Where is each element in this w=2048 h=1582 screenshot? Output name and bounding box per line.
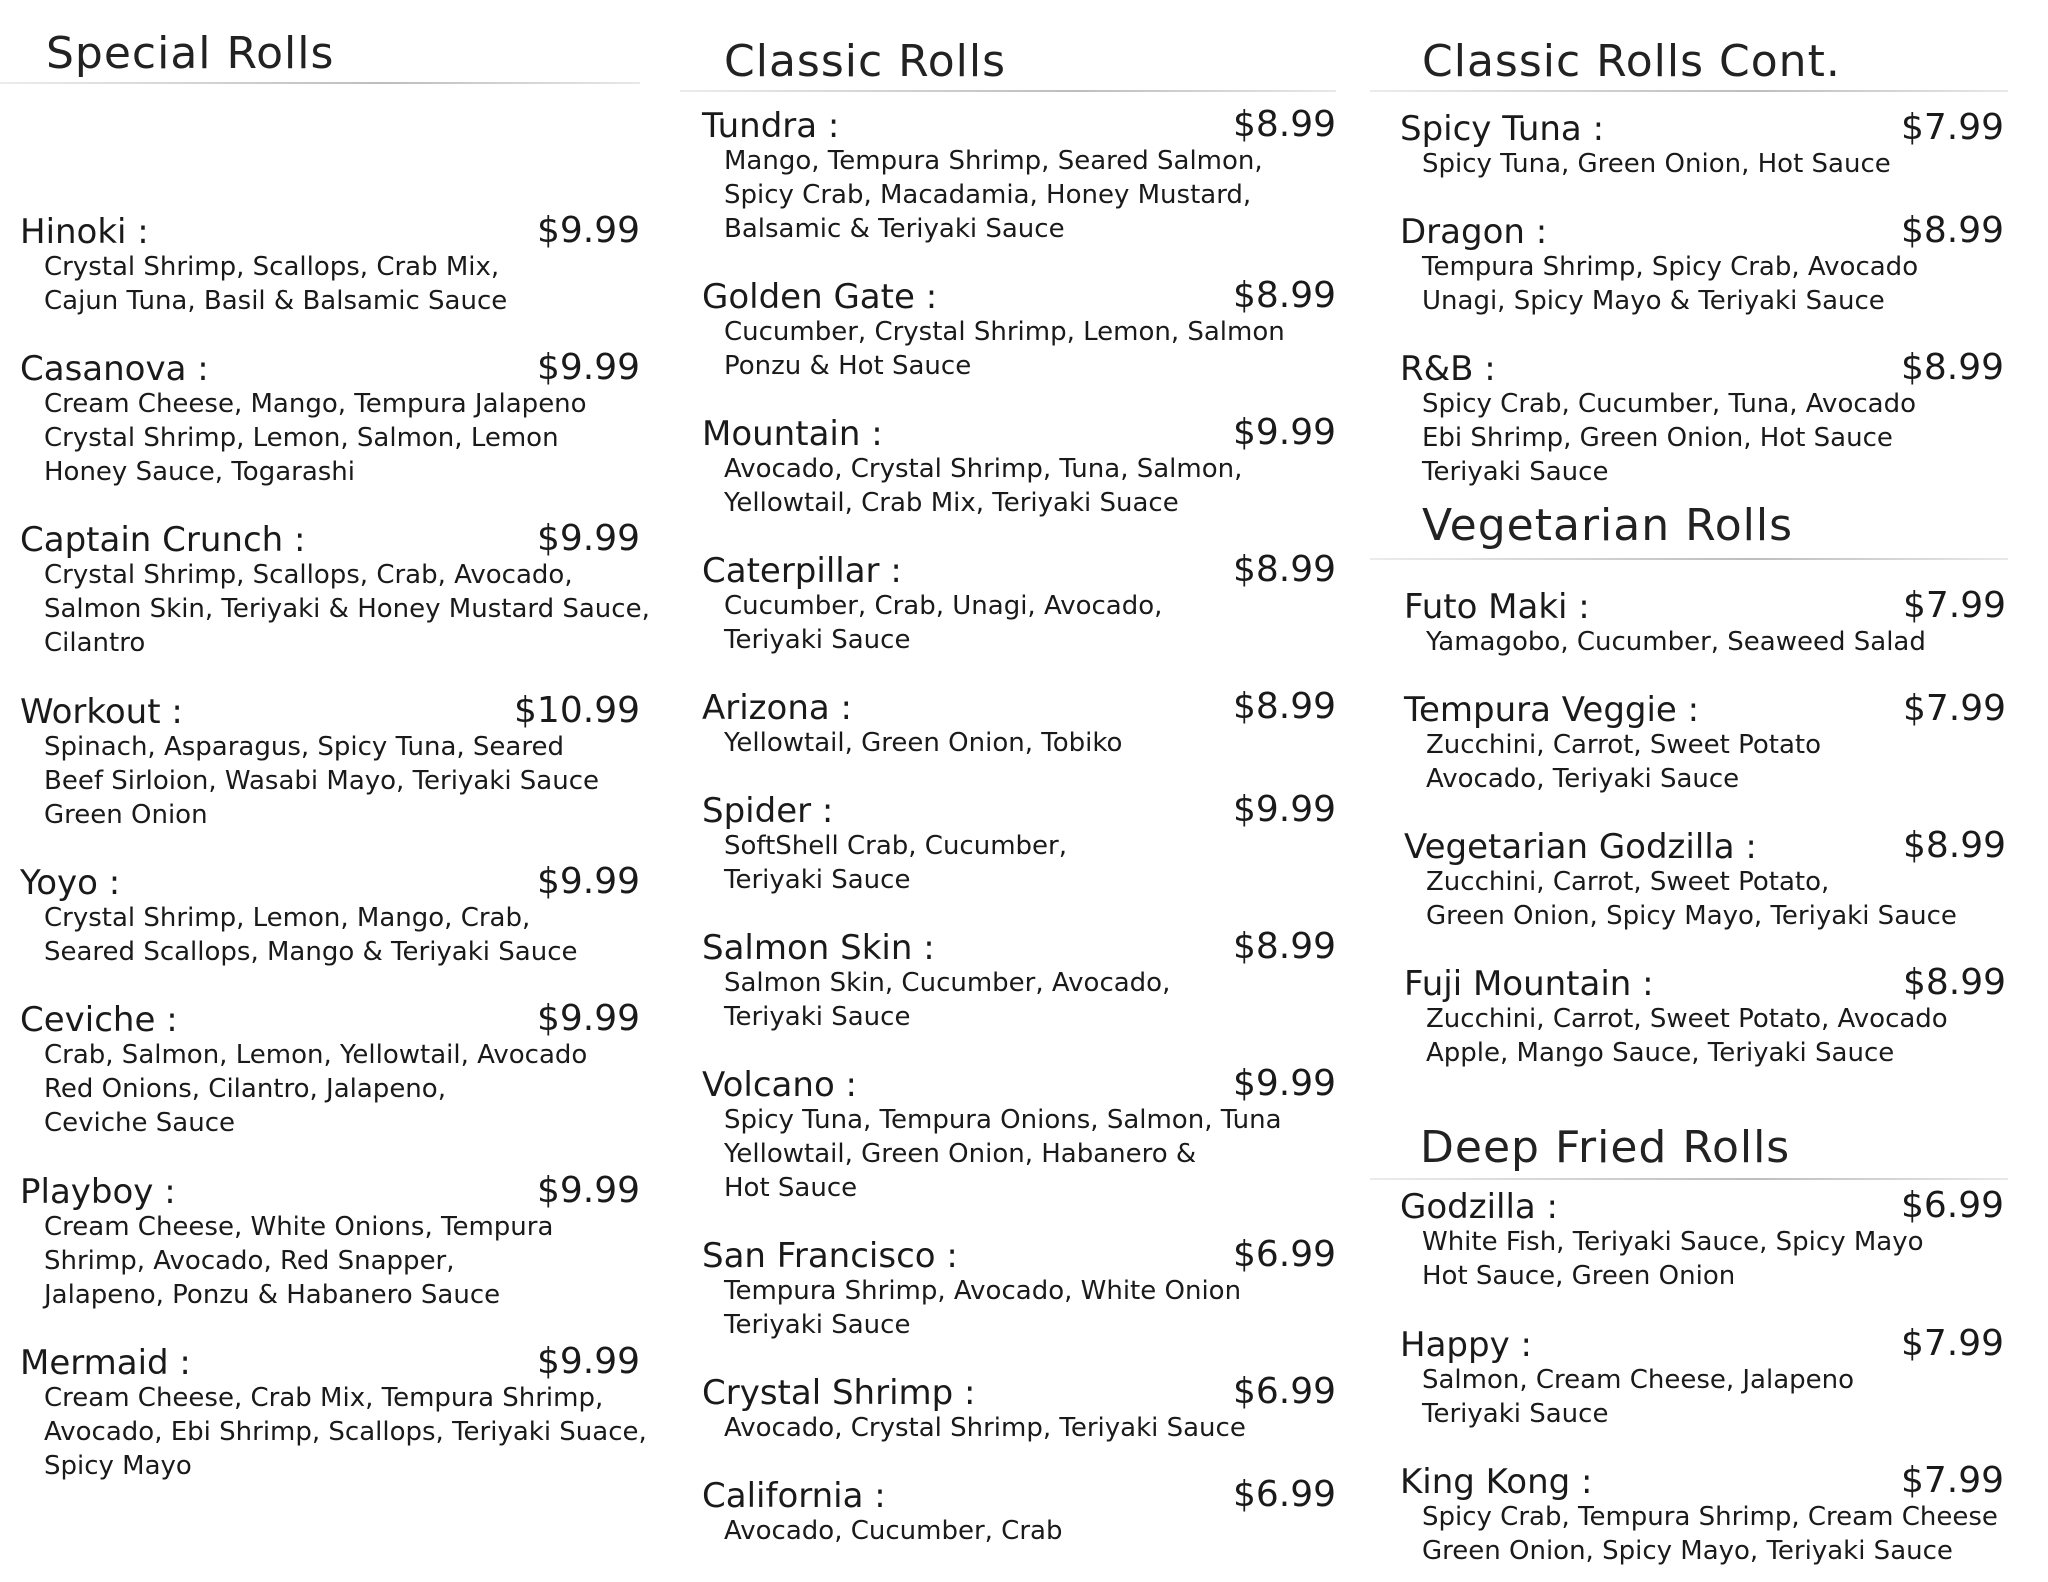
item-description-line: Teriyaki Sauce bbox=[1422, 1399, 1609, 1429]
item-description-line: Red Onions, Cilantro, Jalapeno, bbox=[44, 1074, 446, 1104]
item-price: $8.99 bbox=[1232, 926, 1336, 967]
item-description bbox=[1426, 728, 1821, 796]
item-price: $9.99 bbox=[536, 1170, 640, 1211]
item-description-line: Ponzu & Hot Sauce bbox=[724, 351, 972, 381]
item-description-line: Crab, Salmon, Lemon, Yellowtail, Avocado bbox=[44, 1040, 588, 1070]
item-description bbox=[1422, 1500, 1998, 1568]
item-description-line: Teriyaki Sauce bbox=[724, 625, 911, 655]
item-description-line: Mango, Tempura Shrimp, Seared Salmon, bbox=[724, 146, 1263, 176]
item-description-line: Crystal Shrimp, Scallops, Crab Mix, bbox=[44, 252, 500, 282]
section-title: Special Rolls bbox=[46, 28, 335, 79]
item-price: $8.99 bbox=[1902, 962, 2006, 1003]
item-description-line: White Fish, Teriyaki Sauce, Spicy Mayo bbox=[1422, 1227, 1924, 1257]
item-description-line: Green Onion bbox=[44, 800, 208, 830]
item-name: Golden Gate : bbox=[702, 277, 938, 317]
item-description-line: Cream Cheese, Crab Mix, Tempura Shrimp, bbox=[44, 1383, 604, 1413]
item-description-line: Tempura Shrimp, Avocado, White Onion bbox=[724, 1276, 1242, 1306]
section-deep-fried-rolls bbox=[1370, 1122, 2048, 1182]
item-description bbox=[44, 558, 650, 660]
item-description-line: Crystal Shrimp, Lemon, Mango, Crab, bbox=[44, 903, 531, 933]
item-description-line: Ebi Shrimp, Green Onion, Hot Sauce bbox=[1422, 423, 1893, 453]
item-description-line: Zucchini, Carrot, Sweet Potato, Avocado bbox=[1426, 1004, 1948, 1034]
item-description-line: Cucumber, Crab, Unagi, Avocado, bbox=[724, 591, 1163, 621]
item-description-line: Avocado, Teriyaki Sauce bbox=[1426, 764, 1740, 794]
item-name: Hinoki : bbox=[20, 212, 149, 252]
item-description-line: Teriyaki Sauce bbox=[724, 865, 911, 895]
item-description-line: Spicy Tuna, Tempura Onions, Salmon, Tuna bbox=[724, 1105, 1282, 1135]
item-description-line: Cilantro bbox=[44, 628, 146, 658]
item-description bbox=[724, 1103, 1282, 1205]
section-divider bbox=[1370, 90, 2008, 92]
item-price: $7.99 bbox=[1902, 688, 2006, 729]
section-classic-rolls bbox=[680, 0, 1370, 92]
item-description bbox=[1422, 147, 1891, 181]
item-description bbox=[44, 901, 577, 969]
item-name: Godzilla : bbox=[1400, 1187, 1559, 1227]
item-description-line: Yamagobo, Cucumber, Seaweed Salad bbox=[1426, 627, 1926, 657]
item-description bbox=[44, 1381, 647, 1483]
section-divider bbox=[0, 82, 640, 84]
item-description bbox=[724, 589, 1162, 657]
item-description-line: Avocado, Crystal Shrimp, Tuna, Salmon, bbox=[724, 454, 1243, 484]
item-description bbox=[724, 829, 1067, 897]
item-name: Yoyo : bbox=[20, 863, 121, 903]
item-description bbox=[44, 387, 587, 489]
item-description-line: Avocado, Ebi Shrimp, Scallops, Teriyaki Suace, bbox=[44, 1417, 647, 1447]
item-name: Playboy : bbox=[20, 1172, 176, 1212]
item-name: Dragon : bbox=[1400, 212, 1548, 252]
item-name: Caterpillar : bbox=[702, 551, 902, 591]
section-vegetarian-rolls bbox=[1370, 500, 2048, 560]
item-description-line: Yellowtail, Green Onion, Habanero & bbox=[724, 1139, 1197, 1169]
item-description-line: Cajun Tuna, Basil & Balsamic Sauce bbox=[44, 286, 508, 316]
item-name: Workout : bbox=[20, 692, 183, 732]
item-description-line: Spicy Tuna, Green Onion, Hot Sauce bbox=[1422, 149, 1891, 179]
item-name: Tempura Veggie : bbox=[1404, 690, 1700, 730]
item-price: $6.99 bbox=[1232, 1371, 1336, 1412]
section-classic-rolls-cont bbox=[1370, 0, 2048, 92]
item-name: Spider : bbox=[702, 791, 834, 831]
item-description bbox=[724, 1514, 1062, 1548]
item-description-line: Avocado, Crystal Shrimp, Teriyaki Sauce bbox=[724, 1413, 1246, 1443]
menu-column-3 bbox=[1370, 0, 2048, 1582]
item-description bbox=[724, 726, 1122, 760]
item-price: $9.99 bbox=[536, 347, 640, 388]
item-description-line: Apple, Mango Sauce, Teriyaki Sauce bbox=[1426, 1038, 1895, 1068]
item-description bbox=[1422, 1363, 1854, 1431]
item-price: $9.99 bbox=[1232, 789, 1336, 830]
item-description-line: Teriyaki Sauce bbox=[1422, 457, 1609, 487]
item-description-line: Spinach, Asparagus, Spicy Tuna, Seared bbox=[44, 732, 564, 762]
section-title: Classic Rolls Cont. bbox=[1422, 36, 1841, 87]
item-description-line: Yellowtail, Green Onion, Tobiko bbox=[724, 728, 1123, 758]
item-name: Mermaid : bbox=[20, 1343, 191, 1383]
item-name: Mountain : bbox=[702, 414, 883, 454]
item-description-line: Spicy Crab, Macadamia, Honey Mustard, bbox=[724, 180, 1252, 210]
section-divider bbox=[680, 90, 1336, 92]
item-name: Casanova : bbox=[20, 349, 209, 389]
item-price: $9.99 bbox=[536, 861, 640, 902]
item-description bbox=[1422, 250, 1918, 318]
item-description-line: Beef Sirloion, Wasabi Mayo, Teriyaki Sauce bbox=[44, 766, 600, 796]
item-name: Fuji Mountain : bbox=[1404, 964, 1654, 1004]
item-description-line: Balsamic & Teriyaki Sauce bbox=[724, 214, 1065, 244]
item-price: $7.99 bbox=[1900, 107, 2004, 148]
item-price: $9.99 bbox=[536, 210, 640, 251]
section-title: Deep Fried Rolls bbox=[1420, 1122, 1791, 1173]
item-description-line: Cucumber, Crystal Shrimp, Lemon, Salmon bbox=[724, 317, 1285, 347]
item-name: Ceviche : bbox=[20, 1000, 178, 1040]
item-name: Volcano : bbox=[702, 1065, 858, 1105]
menu-column-2 bbox=[680, 0, 1370, 1582]
item-description bbox=[724, 1411, 1246, 1445]
item-description-line: Cream Cheese, White Onions, Tempura bbox=[44, 1212, 554, 1242]
item-name: Futo Maki : bbox=[1404, 587, 1590, 627]
item-price: $7.99 bbox=[1900, 1460, 2004, 1501]
item-description-line: Spicy Mayo bbox=[44, 1451, 192, 1481]
item-price: $9.99 bbox=[536, 518, 640, 559]
item-description bbox=[1422, 1225, 1924, 1293]
item-description-line: Salmon Skin, Cucumber, Avocado, bbox=[724, 968, 1171, 998]
item-description bbox=[724, 315, 1285, 383]
item-name: Captain Crunch : bbox=[20, 520, 306, 560]
item-price: $10.99 bbox=[514, 690, 640, 731]
item-description bbox=[724, 452, 1242, 520]
item-name: Arizona : bbox=[702, 688, 852, 728]
item-price: $8.99 bbox=[1232, 686, 1336, 727]
item-description-line: Jalapeno, Ponzu & Habanero Sauce bbox=[44, 1280, 501, 1310]
item-description bbox=[44, 730, 599, 832]
section-title: Classic Rolls bbox=[724, 36, 1007, 87]
item-price: $6.99 bbox=[1232, 1474, 1336, 1515]
section-title: Vegetarian Rolls bbox=[1422, 500, 1794, 551]
item-description-line: Unagi, Spicy Mayo & Teriyaki Sauce bbox=[1422, 286, 1885, 316]
item-price: $7.99 bbox=[1902, 585, 2006, 626]
item-name: San Francisco : bbox=[702, 1236, 958, 1276]
item-description bbox=[44, 250, 507, 318]
item-name: Salmon Skin : bbox=[702, 928, 935, 968]
item-description-line: Hot Sauce, Green Onion bbox=[1422, 1261, 1736, 1291]
item-price: $9.99 bbox=[1232, 1063, 1336, 1104]
item-price: $9.99 bbox=[536, 1341, 640, 1382]
section-divider bbox=[1370, 558, 2008, 560]
item-description-line: Hot Sauce bbox=[724, 1173, 858, 1203]
item-description bbox=[44, 1210, 553, 1312]
item-description bbox=[724, 144, 1263, 246]
item-price: $8.99 bbox=[1232, 275, 1336, 316]
item-description-line: Crystal Shrimp, Lemon, Salmon, Lemon bbox=[44, 423, 559, 453]
item-price: $8.99 bbox=[1900, 347, 2004, 388]
item-price: $6.99 bbox=[1900, 1185, 2004, 1226]
item-description bbox=[1426, 1002, 1948, 1070]
item-description-line: Tempura Shrimp, Spicy Crab, Avocado bbox=[1422, 252, 1919, 282]
item-description bbox=[724, 966, 1170, 1034]
item-price: $8.99 bbox=[1902, 825, 2006, 866]
section-special-rolls bbox=[0, 0, 680, 90]
item-description-line: Seared Scallops, Mango & Teriyaki Sauce bbox=[44, 937, 578, 967]
item-description-line: Honey Sauce, Togarashi bbox=[44, 457, 355, 487]
menu-column-1 bbox=[0, 0, 680, 1582]
item-description-line: Green Onion, Spicy Mayo, Teriyaki Sauce bbox=[1422, 1536, 1953, 1566]
item-description-line: Shrimp, Avocado, Red Snapper, bbox=[44, 1246, 455, 1276]
item-description-line: Crystal Shrimp, Scallops, Crab, Avocado, bbox=[44, 560, 573, 590]
item-description-line: Teriyaki Sauce bbox=[724, 1002, 911, 1032]
item-description-line: Teriyaki Sauce bbox=[724, 1310, 911, 1340]
item-name: King Kong : bbox=[1400, 1462, 1593, 1502]
item-description-line: Avocado, Cucumber, Crab bbox=[724, 1516, 1063, 1546]
item-name: Crystal Shrimp : bbox=[702, 1373, 976, 1413]
item-price: $9.99 bbox=[1232, 412, 1336, 453]
item-name: Spicy Tuna : bbox=[1400, 109, 1605, 149]
item-description-line: Yellowtail, Crab Mix, Teriyaki Suace bbox=[724, 488, 1179, 518]
item-description-line: Spicy Crab, Cucumber, Tuna, Avocado bbox=[1422, 389, 1916, 419]
item-price: $6.99 bbox=[1232, 1234, 1336, 1275]
item-price: $8.99 bbox=[1232, 549, 1336, 590]
item-description-line: Zucchini, Carrot, Sweet Potato bbox=[1426, 730, 1821, 760]
item-price: $8.99 bbox=[1900, 210, 2004, 251]
item-name: R&B : bbox=[1400, 349, 1496, 389]
item-name: California : bbox=[702, 1476, 886, 1516]
item-description-line: Zucchini, Carrot, Sweet Potato, bbox=[1426, 867, 1830, 897]
item-name: Tundra : bbox=[702, 106, 840, 146]
item-description bbox=[724, 1274, 1241, 1342]
item-description-line: Green Onion, Spicy Mayo, Teriyaki Sauce bbox=[1426, 901, 1957, 931]
item-name: Vegetarian Godzilla : bbox=[1404, 827, 1757, 867]
item-description bbox=[1426, 625, 1926, 659]
item-description-line: Salmon, Cream Cheese, Jalapeno bbox=[1422, 1365, 1855, 1395]
item-description-line: Ceviche Sauce bbox=[44, 1108, 236, 1138]
item-price: $7.99 bbox=[1900, 1323, 2004, 1364]
item-name: Happy : bbox=[1400, 1325, 1532, 1365]
item-price: $9.99 bbox=[536, 998, 640, 1039]
item-description-line: Spicy Crab, Tempura Shrimp, Cream Cheese bbox=[1422, 1502, 1998, 1532]
item-description bbox=[1426, 865, 1957, 933]
item-description-line: SoftShell Crab, Cucumber, bbox=[724, 831, 1067, 861]
item-description-line: Salmon Skin, Teriyaki & Honey Mustard Sauce, bbox=[44, 594, 650, 624]
item-description bbox=[44, 1038, 587, 1140]
item-description-line: Cream Cheese, Mango, Tempura Jalapeno bbox=[44, 389, 587, 419]
section-divider bbox=[1370, 1178, 2008, 1180]
item-description bbox=[1422, 387, 1916, 489]
item-price: $8.99 bbox=[1232, 104, 1336, 145]
